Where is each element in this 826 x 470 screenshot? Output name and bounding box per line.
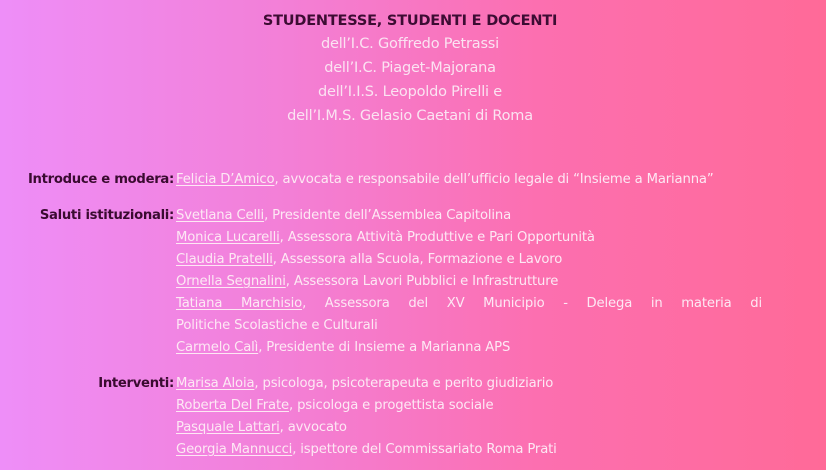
person-link[interactable]: Georgia Mannucci [176, 442, 293, 457]
person-link[interactable]: Felicia D’Amico [176, 172, 275, 187]
person-entry [176, 417, 347, 439]
school-line: dell’I.M.S. Gelasio Caetani di Roma [287, 108, 533, 124]
list-item [0, 337, 826, 359]
person-link[interactable]: Monica Lucarelli [176, 230, 280, 245]
intro-section [0, 169, 826, 191]
header [0, 10, 826, 128]
person-entry [176, 439, 557, 461]
list-item [0, 293, 826, 315]
list-item [0, 395, 826, 417]
list-item [0, 439, 826, 461]
person-role: , ispettore del Commissariato Roma Prati [292, 442, 557, 457]
section-label: Interventi: [98, 376, 174, 391]
person-role: , Assessora alla Scuola, Formazione e Lavoro [272, 252, 563, 267]
school-line: dell’I.I.S. Leopoldo Pirelli e [317, 84, 503, 100]
person-entry [176, 205, 511, 227]
person-link[interactable]: Pasquale Lattari [176, 420, 280, 435]
list-item [0, 417, 826, 439]
person-role: , Presidente dell’Assemblea Capitolina [264, 208, 512, 223]
person-role-continuation: Politiche Scolastiche e Culturali [176, 318, 378, 333]
person-role: , Assessora Attività Produttive e Pari Opportunità [279, 230, 595, 245]
school-line: dell’I.C. Goffredo Petrassi [320, 36, 499, 52]
list-item [0, 227, 826, 249]
person-role: , Assessora Lavori Pubblici e Infrastrutture [285, 274, 559, 289]
person-role: , psicologa, psicoterapeuta e perito giudiziario [254, 376, 554, 391]
page-title: STUDENTESSE, STUDENTI E DOCENTI [262, 13, 558, 29]
interventi-section [0, 373, 826, 461]
person-entry [176, 227, 595, 249]
person-entry [176, 395, 493, 417]
person-entry [176, 271, 558, 293]
person-entry [176, 293, 762, 315]
person-role: , Assessora del XV Municipio - Delega in materia di [302, 296, 762, 311]
person-link[interactable]: Roberta Del Frate [176, 398, 289, 413]
section-label: Introduce e modera: [27, 172, 174, 187]
person-entry [176, 249, 562, 271]
person-link[interactable]: Carmelo Calì [176, 340, 259, 355]
person-entry [176, 169, 714, 191]
saluti-section [0, 205, 826, 359]
list-item-continuation [0, 315, 826, 337]
person-link[interactable]: Claudia Pratelli [176, 252, 273, 267]
list-item [0, 205, 826, 227]
person-link[interactable]: Tatiana Marchisio [176, 296, 303, 311]
person-link[interactable]: Marisa Aloia [176, 376, 255, 391]
person-link[interactable]: Ornella Segnalini [176, 274, 286, 289]
person-role: , Presidente di Insieme a Marianna APS [258, 340, 511, 355]
list-item [0, 169, 826, 191]
list-item [0, 249, 826, 271]
person-link[interactable]: Svetlana Celli [176, 208, 265, 223]
person-entry [176, 337, 510, 359]
person-role: , psicologa e progettista sociale [288, 398, 494, 413]
person-entry [176, 373, 553, 395]
section-label: Saluti istituzionali: [39, 208, 174, 223]
person-role: , avvocata e responsabile dell’ufficio legale di “Insieme a Marianna” [274, 172, 714, 187]
list-item [0, 271, 826, 293]
list-item [0, 373, 826, 395]
person-role: , avvocato [279, 420, 347, 435]
school-line: dell’I.C. Piaget-Majorana [324, 60, 496, 76]
